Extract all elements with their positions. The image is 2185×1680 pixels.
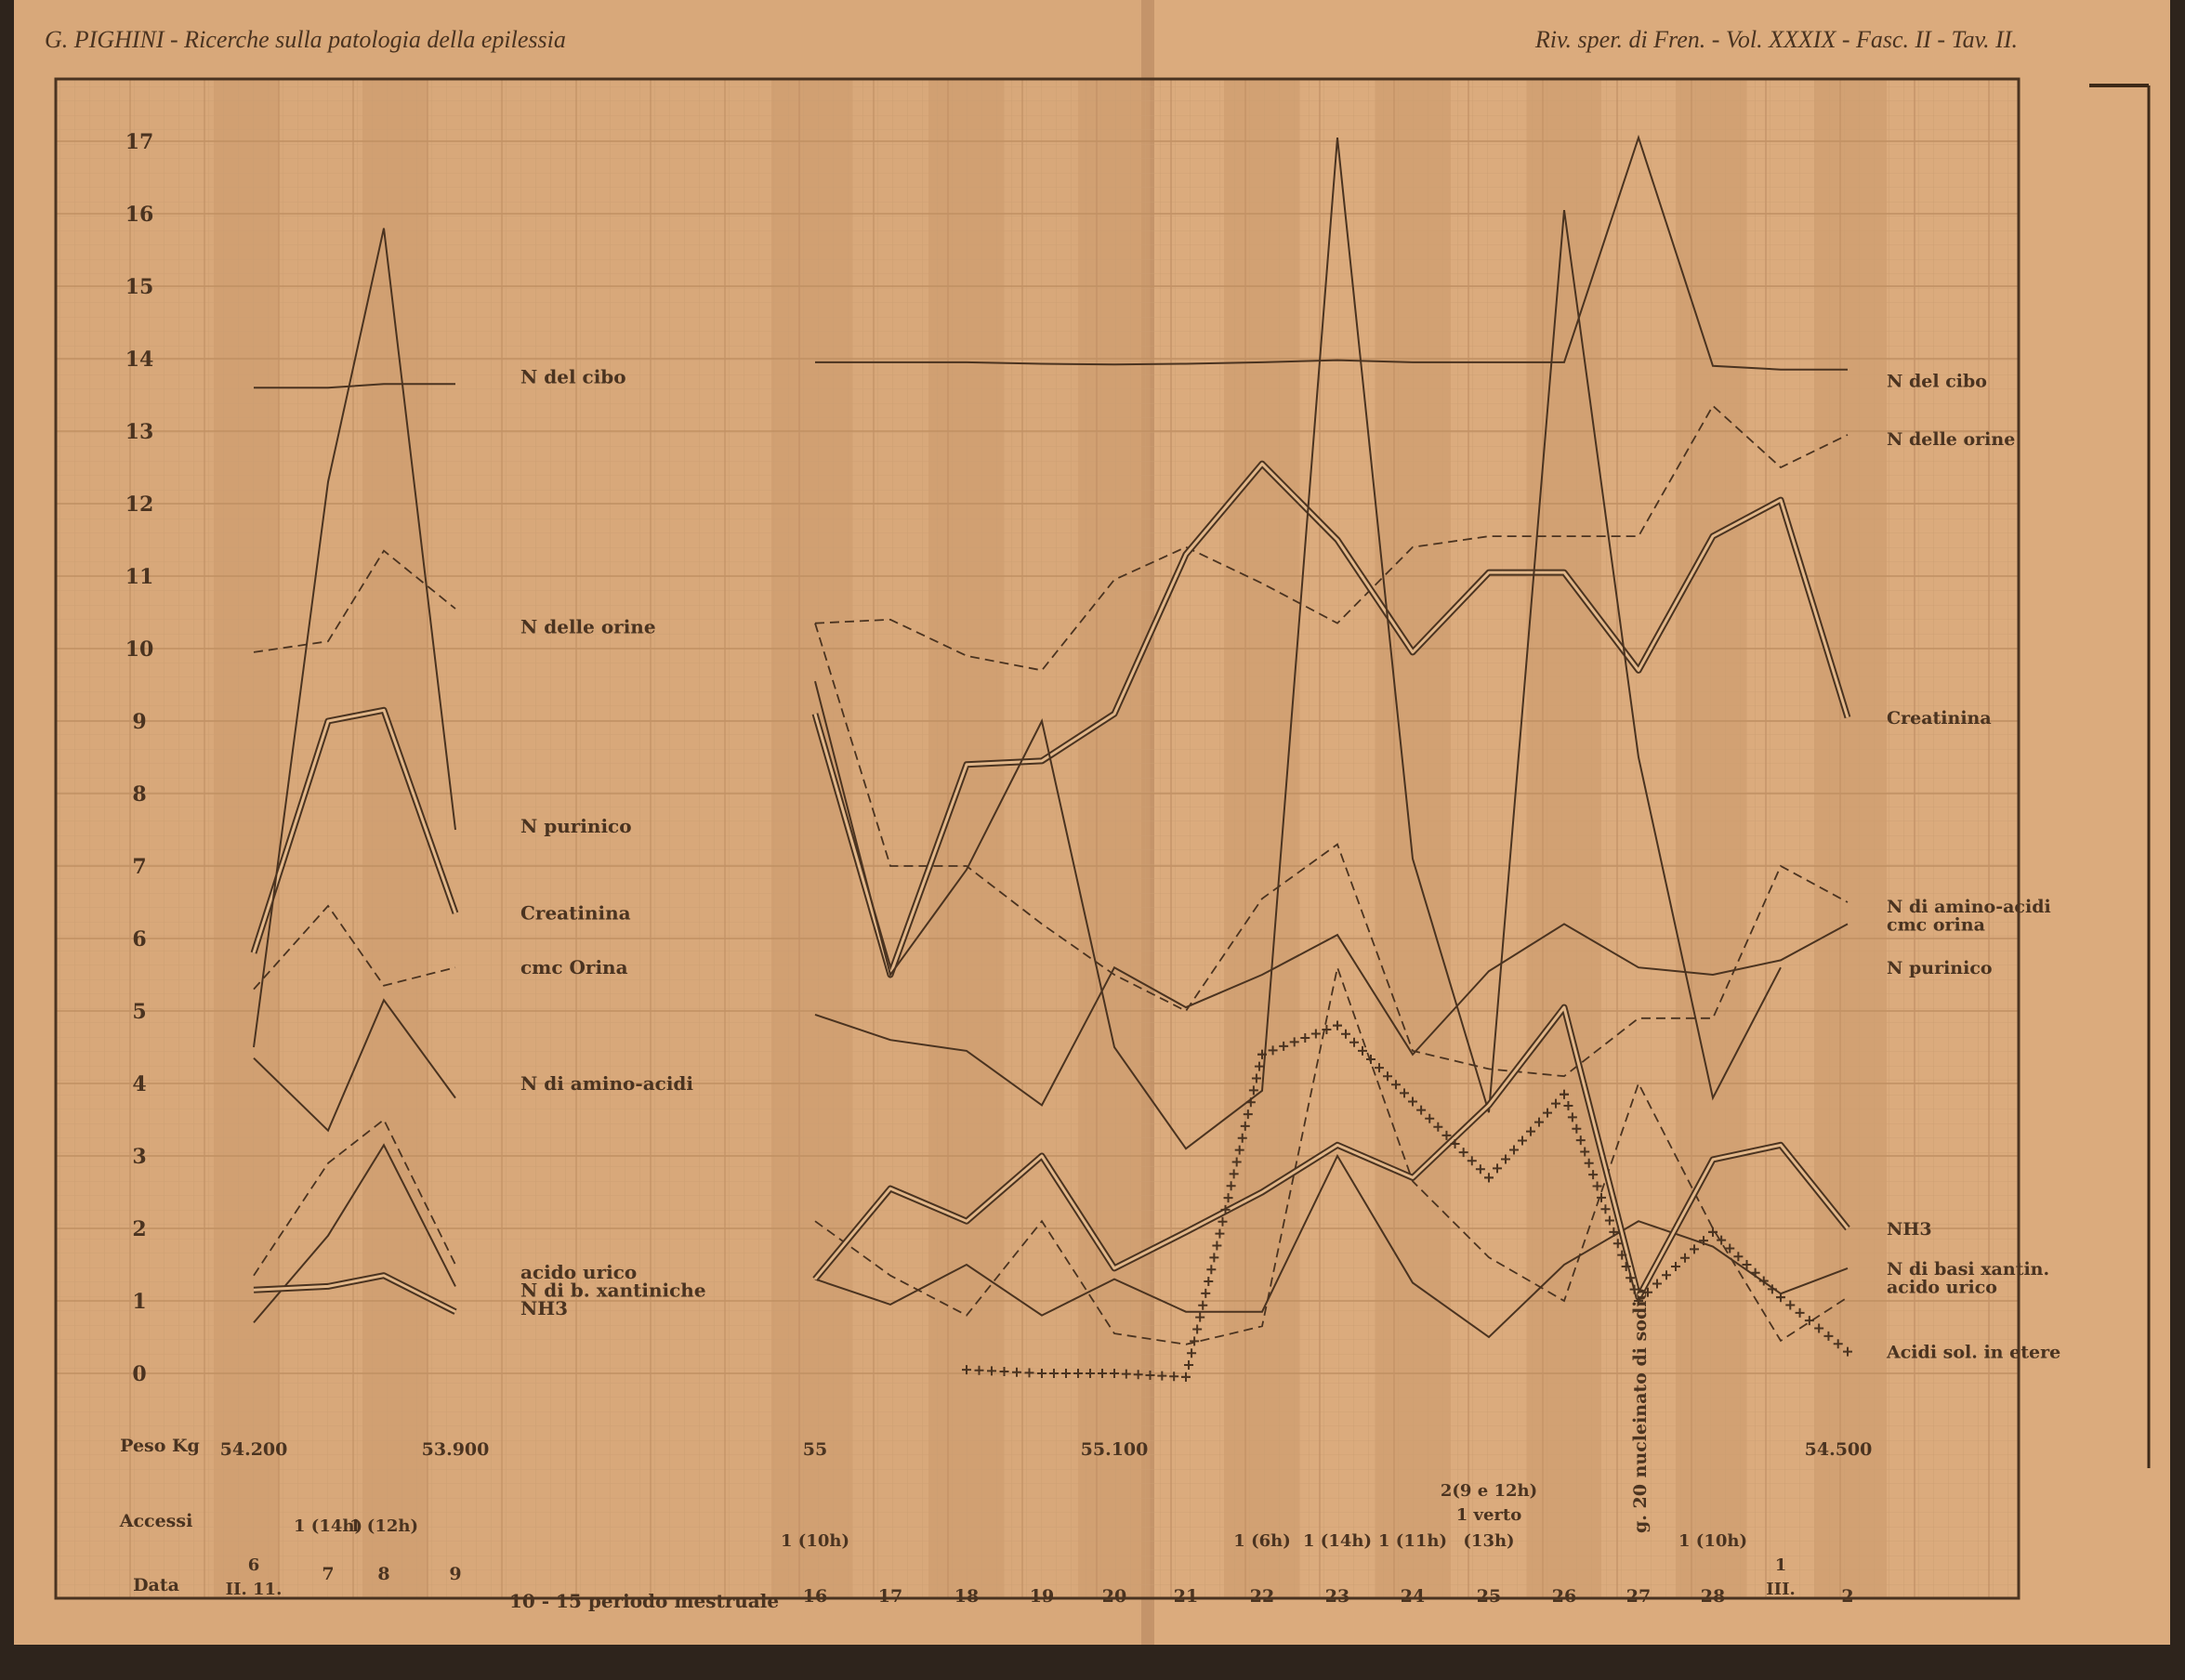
injection-annotation: g. 20 nucleinato di sodio xyxy=(1630,1288,1651,1533)
date-tick-label: 7 xyxy=(322,1564,335,1584)
date-tick-label: 1 xyxy=(1774,1555,1787,1575)
date-tick-label: 21 xyxy=(1173,1586,1199,1607)
y-tick-label: 8 xyxy=(132,782,147,807)
y-tick-label: 9 xyxy=(132,710,147,734)
date-tick-label: 28 xyxy=(1700,1586,1726,1607)
date-note: II. 11. xyxy=(225,1580,283,1599)
right-series-label: N di basi xantin. xyxy=(1887,1258,2050,1280)
accessi-value: 1 (12h) xyxy=(349,1516,418,1536)
minor-grid xyxy=(56,79,2019,1598)
right-series-label: cmc orina xyxy=(1887,914,1985,936)
y-tick-label: 3 xyxy=(132,1145,147,1169)
date-tick-label: 17 xyxy=(877,1586,903,1607)
accessi-value: 1 (14h) xyxy=(294,1516,362,1536)
y-tick-label: 14 xyxy=(125,348,154,372)
accessi-value: 2(9 e 12h) xyxy=(1440,1481,1538,1501)
date-tick-label: 8 xyxy=(377,1564,390,1584)
right-series-label: Creatinina xyxy=(1887,708,1992,729)
y-tick-label: 4 xyxy=(132,1072,147,1096)
y-tick-label: 2 xyxy=(132,1217,147,1241)
date-tick-label: 16 xyxy=(802,1586,828,1607)
row-label-data: Data xyxy=(133,1575,179,1595)
y-tick-label: 1 xyxy=(132,1290,147,1314)
date-tick-label: 26 xyxy=(1551,1586,1577,1607)
date-note: III. xyxy=(1766,1580,1796,1599)
left-series-label: Creatinina xyxy=(520,901,631,925)
right-series-label: N delle orine xyxy=(1887,428,2016,450)
left-series-label: cmc Orina xyxy=(520,956,628,979)
peso-value: 55 xyxy=(802,1439,828,1460)
left-series-label: N di b. xantiniche xyxy=(520,1279,706,1302)
date-tick-label: 9 xyxy=(449,1564,462,1584)
y-tick-label: 17 xyxy=(125,130,154,154)
right-series-label: N di amino-acidi xyxy=(1887,896,2051,917)
right-series-label: N purinico xyxy=(1887,958,1993,979)
date-tick-label: 25 xyxy=(1476,1586,1502,1607)
date-tick-label: 6 xyxy=(247,1555,260,1575)
date-tick-label: 19 xyxy=(1029,1586,1055,1607)
row-label-peso: Peso Kg xyxy=(120,1436,200,1456)
date-tick-label: 27 xyxy=(1626,1586,1652,1607)
accessi-value: 1 (11h) xyxy=(1378,1531,1447,1551)
accessi-value: 1 verto xyxy=(1455,1505,1522,1525)
y-tick-label: 7 xyxy=(132,855,147,879)
right-series-label: Acidi sol. in etere xyxy=(1887,1342,2061,1363)
y-tick-label: 6 xyxy=(132,927,147,952)
accessi-value: 1 (14h) xyxy=(1303,1531,1372,1551)
y-tick-label: 5 xyxy=(132,1000,147,1024)
header-left: G. PIGHINI - Ricerche sulla patologia della epilessia xyxy=(45,26,566,53)
right-series-label: acido urico xyxy=(1887,1277,1997,1298)
accessi-value: 1 (10h) xyxy=(781,1531,849,1551)
y-tick-label: 12 xyxy=(125,492,154,517)
y-tick-label: 10 xyxy=(125,637,154,662)
date-tick-label: 20 xyxy=(1101,1586,1127,1607)
right-series-label: N del cibo xyxy=(1887,371,1987,392)
right-series-label: NH3 xyxy=(1887,1219,1932,1240)
peso-value: 54.200 xyxy=(219,1439,288,1460)
peso-value: 55.100 xyxy=(1080,1439,1149,1460)
y-tick-label: 13 xyxy=(125,420,154,444)
peso-value: 54.500 xyxy=(1804,1439,1873,1460)
left-series-label: N delle orine xyxy=(520,615,656,638)
date-tick-label: 24 xyxy=(1400,1586,1426,1607)
left-series-label: N del cibo xyxy=(520,365,626,388)
date-tick-label: 22 xyxy=(1249,1586,1275,1607)
date-tick-label: 23 xyxy=(1324,1586,1350,1607)
left-series-label: N purinico xyxy=(520,815,632,838)
y-tick-label: 11 xyxy=(125,565,154,589)
row-label-accessi: Accessi xyxy=(119,1511,193,1531)
y-tick-label: 0 xyxy=(132,1362,147,1386)
left-series-label: N di amino-acidi xyxy=(520,1072,694,1095)
y-tick-label: 15 xyxy=(125,275,154,299)
left-series-label: NH3 xyxy=(520,1296,569,1319)
y-tick-label: 16 xyxy=(125,203,154,227)
accessi-value: 1 (10h) xyxy=(1678,1531,1747,1551)
accessi-value: 1 (6h) xyxy=(1233,1531,1291,1551)
left-series-label: acido urico xyxy=(520,1260,638,1283)
peso-value: 53.900 xyxy=(421,1439,490,1460)
header-right: Riv. sper. di Fren. - Vol. XXXIX - Fasc. II - Tav. II. xyxy=(1534,26,2018,53)
period-note: 10 - 15 periodo mestruale xyxy=(509,1590,780,1612)
accessi-value: (13h) xyxy=(1463,1531,1515,1551)
date-tick-label: 2 xyxy=(1841,1586,1854,1607)
date-tick-label: 18 xyxy=(954,1586,980,1607)
